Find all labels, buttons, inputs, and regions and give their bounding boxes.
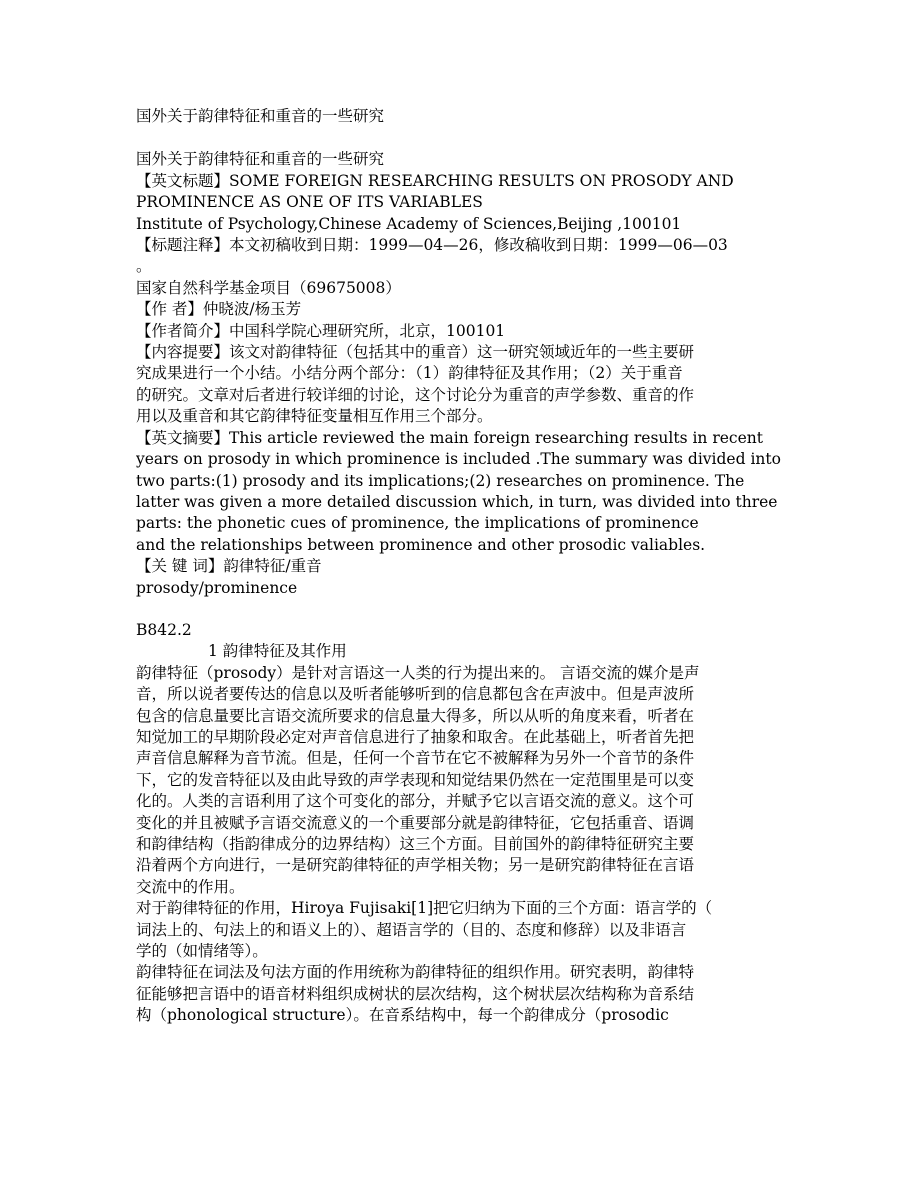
keywords: 【关 键 词】韵律特征/重音 [136,557,322,576]
body-line: 和韵律结构（指韵律成分的边界结构）这三个方面。目前国外的韵律特征研究主要 [136,835,695,853]
english-title-line-2: PROMINENCE AS ONE OF ITS VARIABLES [136,193,483,212]
body-line: 构（phonological structure）。在音系结构中，每一个韵律成分（prosodic [136,1006,669,1025]
page-title: 国外关于韵律特征和重音的一些研究 [136,107,385,125]
body-line: 韵律特征（prosody）是针对言语这一人类的行为提出来的。 言语交流的媒介是声 [136,663,700,682]
english-abstract-line: years on prosody in which prominence is included .The summary was divided into [136,450,781,469]
classification-code: B842.2 [136,620,192,639]
english-abstract-line: and the relationships between prominence and other prosodic valiables. [136,535,706,554]
abstract-line: 用以及重音和其它韵律特征变量相互作用三个部分。 [136,407,493,426]
keywords-english: prosody/prominence [136,578,298,597]
body-line: 学的（如情绪等）。 [136,942,268,961]
body-line: 知觉加工的早期阶段必定对声音信息进行了抽象和取舍。在此基础上，听者首先把 [136,727,695,746]
authors: 【作 者】仲晓波/杨玉芳 [136,300,302,319]
article-title: 国外关于韵律特征和重音的一些研究 [136,150,385,169]
document-page [136,106,788,1027]
english-abstract-line: parts: the phonetic cues of prominence, the implications of prominence [136,514,699,533]
english-abstract-line: two parts:(1) prosody and its implications;(2) researches on prominence. The [136,471,745,490]
abstract-line: 的研究。文章对后者进行较详细的讨论，这个讨论分为重音的声学参数、重音的作 [136,385,695,404]
title-note: 【标题注释】本文初稿收到日期：1999—04—26，修改稿收到日期：1999—06—03 [136,236,728,255]
spacer [136,127,788,149]
body-line: 变化的并且被赋予言语交流意义的一个重要部分就是韵律特征，它包括重音、语调 [136,813,695,832]
body-line: 对于韵律特征的作用，Hiroya Fujisaki[1]把它归纳为下面的三个方面：语言学的（ [136,899,713,918]
english-abstract-line: latter was given a more detailed discussion which, in turn, was divided into three [136,492,778,511]
body-line: 韵律特征在词法及句法方面的作用统称为韵律特征的组织作用。研究表明，韵律特 [136,963,695,982]
abstract-line: 【内容提要】该文对韵律特征（包括其中的重音）这一研究领域近年的一些主要研 [136,343,695,362]
funding-note: 国家自然科学基金项目（69675008） [136,278,401,297]
body-line: 征能够把言语中的语音材料组织成树状的层次结构，这个树状层次结构称为音系结 [136,984,695,1003]
section-heading: 1 韵律特征及其作用 [208,642,347,661]
body-line: 下，它的发音特征以及由此导致的声学表现和知觉结果仍然在一定范围里是可以变 [136,770,695,789]
title-note-continuation: 。 [136,257,152,276]
author-bio: 【作者简介】中国科学院心理研究所，北京，100101 [136,321,506,340]
body-line: 音，所以说者要传达的信息以及听者能够听到的信息都包含在声波中。但是声波所 [136,685,695,704]
body-line: 交流中的作用。 [136,877,245,896]
english-title-line-1: 【英文标题】SOME FOREIGN RESEARCHING RESULTS ON PROSODY AND [136,171,734,190]
affiliation-english: Institute of Psychology,Chinese Academy of Sciences,Beijing ,100101 [136,214,682,233]
english-abstract-line: 【英文摘要】This article reviewed the main foreign researching results in recent [136,428,763,447]
body-line: 沿着两个方向进行，一是研究韵律特征的声学相关物；另一是研究韵律特征在言语 [136,856,695,875]
body-line: 词法上的、句法上的和语义上的）、超语言学的（目的、态度和修辞）以及非语言 [136,920,687,939]
body-line: 包含的信息量要比言语交流所要求的信息量大得多，所以从听的角度来看，听者在 [136,706,695,725]
spacer [136,599,788,620]
body-line: 声音信息解释为音节流。但是，任何一个音节在它不被解释为另外一个音节的条件 [136,749,695,768]
body-line: 化的。人类的言语利用了这个可变化的部分，并赋予它以言语交流的意义。这个可 [136,792,695,811]
abstract-line: 究成果进行一个小结。小结分两个部分：（1）韵律特征及其作用；（2）关于重音 [136,364,683,383]
